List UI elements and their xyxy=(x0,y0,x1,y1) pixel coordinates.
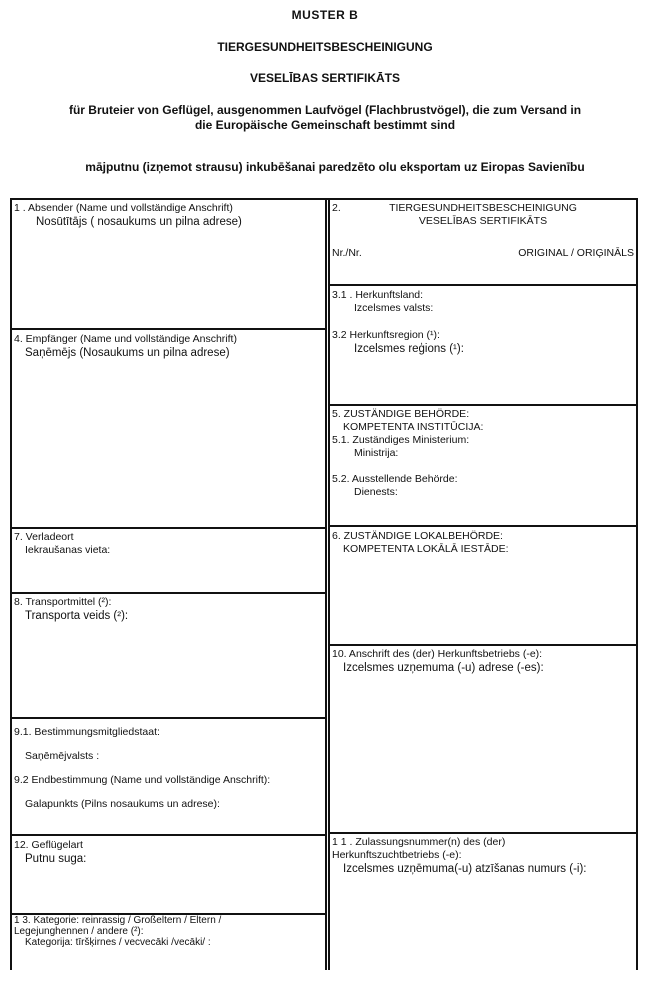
box-5-1-label-de: 5.1. Zuständiges Ministerium: xyxy=(332,434,470,446)
box-12-label-lv: Putnu suga: xyxy=(25,853,87,865)
box-4-label-lv: Saņēmējs (Nosaukums un pilna adrese) xyxy=(25,347,230,359)
box-10-label-de: 10. Anschrift des (der) Herkunftsbetriebs (-e): xyxy=(332,648,543,660)
divider-right-1 xyxy=(328,284,637,286)
table-left-border xyxy=(10,198,12,970)
box-1-label-lv: Nosūtītājs ( nosaukums un pilna adrese) xyxy=(36,216,242,228)
box-5-competent-authority xyxy=(332,408,483,499)
box-2-nr-label: Nr./Nr. xyxy=(332,247,362,259)
divider-left-1 xyxy=(10,328,326,330)
divider-left-2 xyxy=(10,527,326,529)
divider-left-4 xyxy=(10,717,326,719)
box-6-label-de: 6. ZUSTÄNDIGE LOKALBEHÖRDE: xyxy=(332,530,503,542)
box-2-number: 2. xyxy=(332,202,341,214)
box-5-label-lv: KOMPETENTA INSTITŪCIJA: xyxy=(343,421,484,433)
subtitle-de-line2: die Europäische Gemeinschaft bestimmt sind xyxy=(194,118,456,132)
box-5-2-label-de: 5.2. Ausstellende Behörde: xyxy=(332,473,458,485)
subtitle-de-line1: für Bruteier von Geflügel, ausgenommen Laufvögel (Flachbrustvögel), die zum Versand in xyxy=(68,103,582,117)
box-3-origin xyxy=(332,289,464,356)
divider-right-2 xyxy=(328,404,637,406)
table-right-border xyxy=(636,198,638,970)
box-11-label-de-2: Herkunftszuchtbetriebs (-e): xyxy=(332,849,462,861)
table-top-border xyxy=(10,198,637,200)
box-5-2-label-lv: Dienests: xyxy=(354,486,398,498)
title-lv: VESELĪBAS SERTIFIKĀTS xyxy=(249,71,401,85)
box-7-loading-place xyxy=(14,531,110,557)
box-1-label-de: 1 . Absender (Name und vollständige Anschrift) xyxy=(14,202,233,214)
box-2-title-lv: VESELĪBAS SERTIFIKĀTS xyxy=(418,215,548,227)
box-3-2-label-lv: Izcelsmes reģions (¹): xyxy=(354,343,464,355)
box-2-title-de: TIERGESUNDHEITSBESCHEINIGUNG xyxy=(389,202,577,214)
box-5-1-label-lv: Ministrija: xyxy=(354,447,399,459)
box-10-origin-establishment xyxy=(332,648,544,675)
box-3-2-label-de: 3.2 Herkunftsregion (¹): xyxy=(332,329,440,341)
box-8-label-lv: Transporta veids (²): xyxy=(25,610,129,622)
divider-right-5 xyxy=(328,832,637,834)
subtitle-lv: mājputnu (izņemot strausu) inkubēšanai paredzēto olu eksportam uz Eiropas Savienību xyxy=(85,160,585,174)
box-13-category xyxy=(14,915,221,948)
box-7-label-de: 7. Verladeort xyxy=(14,531,74,543)
divider-left-5 xyxy=(10,834,326,836)
box-1-consignor xyxy=(14,202,242,229)
box-6-label-lv: KOMPETENTA LOKĀLĀ IESTĀDE: xyxy=(343,543,509,555)
box-5-label-de: 5. ZUSTÄNDIGE BEHÖRDE: xyxy=(332,408,470,420)
table-center-divider xyxy=(325,198,327,970)
box-13-label-de-2: Legejunghennen / andere (²): xyxy=(14,926,144,937)
box-9-1-label-de: 9.1. Bestimmungsmitgliedstaat: xyxy=(14,726,160,738)
box-2-original-label: ORIGINAL / ORIĢINĀLS xyxy=(518,247,634,259)
box-9-1-label-lv: Saņēmējvalsts : xyxy=(25,750,100,762)
box-4-consignee xyxy=(14,333,237,360)
box-9-2-label-de: 9.2 Endbestimmung (Name und vollständige Anschrift): xyxy=(14,774,271,786)
box-4-label-de: 4. Empfänger (Name und vollständige Anschrift) xyxy=(14,333,237,345)
box-11-label-lv: Izcelsmes uzņēmuma(-u) atzīšanas numurs (-i): xyxy=(343,863,587,875)
box-3-1-label-de: 3.1 . Herkunftsland: xyxy=(332,289,424,301)
box-12-poultry-species xyxy=(14,839,86,866)
box-7-label-lv: Iekraušanas vieta: xyxy=(25,544,111,556)
table-center-divider-2 xyxy=(328,198,330,970)
box-9-destination xyxy=(14,726,270,811)
box-3-1-label-lv: Izcelsmes valsts: xyxy=(354,302,434,314)
box-12-label-de: 12. Geflügelart xyxy=(14,839,83,851)
box-2-certificate xyxy=(332,202,634,259)
box-13-label-lv: Kategorija: tīršķirnes / vecvecāki /vecāki/ : xyxy=(25,937,211,948)
box-10-label-lv: Izcelsmes uzņemuma (-u) adrese (-es): xyxy=(343,662,544,674)
title-de: TIERGESUNDHEITSBESCHEINIGUNG xyxy=(217,40,433,54)
box-13-label-de-1: 1 3. Kategorie: reinrassig / Großeltern / Eltern / xyxy=(14,915,222,926)
box-11-approval-number xyxy=(332,836,586,876)
box-11-label-de-1: 1 1 . Zulassungsnummer(n) des (der) xyxy=(332,836,506,848)
box-6-local-authority xyxy=(332,530,509,556)
box-8-label-de: 8. Transportmittel (²): xyxy=(14,596,112,608)
muster-label: MUSTER B xyxy=(291,8,359,22)
box-9-2-label-lv: Galapunkts (Pilns nosaukums un adrese): xyxy=(25,798,220,810)
divider-right-4 xyxy=(328,644,637,646)
box-8-transport xyxy=(14,596,128,623)
divider-right-3 xyxy=(328,525,637,527)
divider-left-3 xyxy=(10,592,326,594)
